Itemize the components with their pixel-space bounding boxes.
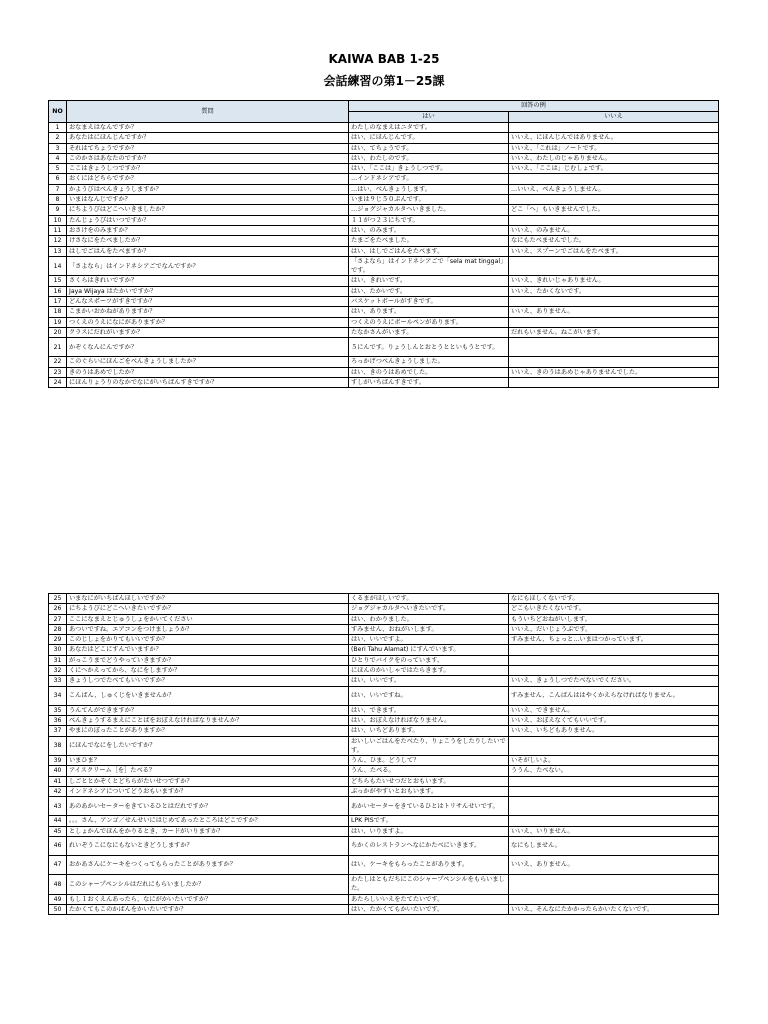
question-cell: Jaya Wijaya はたかいですか？: [67, 286, 349, 296]
row-number: 33: [49, 676, 67, 686]
row-number: 50: [49, 904, 67, 914]
answer-yes-cell: はい、きのうはあめでした。: [349, 367, 509, 377]
question-cell: あなたはどこにすんでいますか？: [67, 645, 349, 655]
row-number: 11: [49, 225, 67, 235]
answer-no-cell: [509, 256, 719, 276]
answer-no-cell: [509, 195, 719, 205]
answer-yes-cell: …インドネシアです。: [349, 174, 509, 184]
answer-no-cell: [509, 123, 719, 133]
answer-no-cell: いいえ、いちどもありません。: [509, 726, 719, 736]
answer-yes-cell: (Beri Tahu Alamat) にすんでいます。: [349, 645, 509, 655]
answer-yes-cell: 「さよなら」はインドネシアごで「sela mat tinggal」です。: [349, 256, 509, 276]
answer-yes-cell: はい、いいです。: [349, 676, 509, 686]
table-row: [49, 153, 719, 163]
answer-yes-cell: いまは９じ５０ぷんです。: [349, 195, 509, 205]
answer-yes-cell: はい、いちどあります。: [349, 726, 509, 736]
question-cell: はしでごはんをたべますか？: [67, 246, 349, 256]
answer-yes-cell: わたしはともだちにこのシャープペンシルをもらいました。: [349, 874, 509, 894]
table-row: [49, 256, 719, 276]
answer-no-cell: [509, 317, 719, 327]
row-number: 36: [49, 715, 67, 725]
question-cell: けさなにをたべましたか？: [67, 236, 349, 246]
table-row: [49, 874, 719, 894]
row-number: 13: [49, 246, 67, 256]
row-number: 43: [49, 797, 67, 816]
answer-yes-cell: はい、たかくてもかいたいです。: [349, 904, 509, 914]
table-row: [49, 377, 719, 387]
table-row: [49, 286, 719, 296]
table-row: [49, 594, 719, 604]
row-number: 15: [49, 276, 67, 286]
answer-yes-cell: バスケットボールがすきです。: [349, 297, 509, 307]
answer-no-cell: いいえ、「ここは」じむしょです。: [509, 164, 719, 174]
answer-no-cell: …いいえ、べんきょうしません。: [509, 184, 719, 194]
question-cell: つくえのうえになにがありますか？: [67, 317, 349, 327]
answer-no-cell: [509, 816, 719, 826]
question-cell: あついですね。エアコンをつけましょうか？: [67, 624, 349, 634]
document-title: KAIWA BAB 1-25: [328, 52, 440, 66]
table-row: [49, 635, 719, 645]
question-cell: べんきょうするまえにことばをおぼえなければなりませんか？: [67, 715, 349, 725]
row-number: 34: [49, 686, 67, 705]
answer-yes-cell: ろっかげつべんきょうしました。: [349, 357, 509, 367]
answer-yes-cell: つくえのうえにボールペンがあります。: [349, 317, 509, 327]
row-number: 17: [49, 297, 67, 307]
answer-yes-cell: はい、ケーキをもらったことがあります。: [349, 855, 509, 874]
row-number: 49: [49, 894, 67, 904]
answer-yes-cell: すみません、おねがいします。: [349, 624, 509, 634]
question-cell: おくにはどちらですか？: [67, 174, 349, 184]
table-row: [49, 855, 719, 874]
answer-yes-cell: はい、わたしのです。: [349, 153, 509, 163]
table-row: [49, 338, 719, 357]
column-header-no-answer: いいえ: [509, 112, 719, 123]
question-cell: 。。。さん、アンゴ／せんせいにはじめてあったところはどこですか？: [67, 816, 349, 826]
answer-yes-cell: あたらしいいえをたてたいです。: [349, 894, 509, 904]
row-number: 12: [49, 236, 67, 246]
row-number: 18: [49, 307, 67, 317]
question-cell: おなまえはなんですか？: [67, 123, 349, 133]
answer-no-cell: いいえ、おぼえなくてもいいです。: [509, 715, 719, 725]
question-cell: たかくてもこのかばんをかいたいですか？: [67, 904, 349, 914]
table-row: [49, 276, 719, 286]
answer-yes-cell: はい、できます。: [349, 705, 509, 715]
table-row: [49, 174, 719, 184]
row-number: 4: [49, 153, 67, 163]
answer-yes-cell: はい、いいですよ。: [349, 635, 509, 645]
answer-yes-cell: くるまがほしいです。: [349, 594, 509, 604]
answer-no-cell: なにもたべませんでした。: [509, 236, 719, 246]
answer-no-cell: もういちどおねがいします。: [509, 614, 719, 624]
table-row: [49, 776, 719, 786]
answer-no-cell: いいえ、きょうしつでたべないでください。: [509, 676, 719, 686]
question-cell: こまかいおかねがありますか？: [67, 307, 349, 317]
question-cell: このかさはあなたのですか？: [67, 153, 349, 163]
row-number: 30: [49, 645, 67, 655]
row-number: 3: [49, 143, 67, 153]
table-row: [49, 726, 719, 736]
answer-yes-cell: うん、たべる。: [349, 766, 509, 776]
answer-no-cell: すみません、こんばんははやくかえらなければなりません。: [509, 686, 719, 705]
answer-no-cell: [509, 894, 719, 904]
answer-no-cell: いいえ、きのうはあめじゃありませんでした。: [509, 367, 719, 377]
answer-no-cell: [509, 357, 719, 367]
answer-no-cell: [509, 655, 719, 665]
answer-yes-cell: はい、いいですね。: [349, 686, 509, 705]
table-row: [49, 317, 719, 327]
column-header-no: NO: [49, 101, 67, 123]
kaiwa-table-part1: [48, 100, 719, 388]
column-header-question: 質問: [67, 101, 349, 123]
question-cell: 「さよなら」はインドネシアごでなんですか？: [67, 256, 349, 276]
table-row: [49, 676, 719, 686]
question-cell: このシャープペンシルはだれにもらいましたか？: [67, 874, 349, 894]
row-number: 27: [49, 614, 67, 624]
answer-yes-cell: …はい、べんきょうします。: [349, 184, 509, 194]
table-row: [49, 797, 719, 816]
answer-no-cell: [509, 645, 719, 655]
table-row: [49, 246, 719, 256]
answer-no-cell: [509, 666, 719, 676]
table-row: [49, 894, 719, 904]
answer-no-cell: いいえ、にほんじんではありません。: [509, 133, 719, 143]
answer-no-cell: なにもほしくないです。: [509, 594, 719, 604]
row-number: 29: [49, 635, 67, 645]
table-row: [49, 184, 719, 194]
row-number: 5: [49, 164, 67, 174]
row-number: 40: [49, 766, 67, 776]
answer-no-cell: すみません、ちょっと…いまはつかっています。: [509, 635, 719, 645]
answer-no-cell: [509, 297, 719, 307]
question-cell: いまなにがいちばんほしいですか？: [67, 594, 349, 604]
table-row: [49, 904, 719, 914]
question-cell: こんばん、しゅくじをいきませんか？: [67, 686, 349, 705]
answer-yes-cell: はい、おぼえなければなりません。: [349, 715, 509, 725]
answer-yes-cell: …ジョグジャカルタへいきました。: [349, 205, 509, 215]
answer-yes-cell: ５にんです。りょうしんとおとうとといもうとです。: [349, 338, 509, 357]
row-number: 45: [49, 826, 67, 836]
row-number: 26: [49, 604, 67, 614]
answer-no-cell: いいえ、だいじょうぶです。: [509, 624, 719, 634]
table-row: [49, 215, 719, 225]
document-subtitle: 会話練習の第1－25課: [323, 74, 445, 88]
question-cell: アイスクリーム［を］たべる？: [67, 766, 349, 776]
row-number: 8: [49, 195, 67, 205]
row-number: 14: [49, 256, 67, 276]
table-row: [49, 367, 719, 377]
row-number: 41: [49, 776, 67, 786]
row-number: 9: [49, 205, 67, 215]
answer-yes-cell: はい、わかりました。: [349, 614, 509, 624]
kaiwa-table-part2: [48, 593, 719, 915]
question-cell: このじしょをかりてもいいですか？: [67, 635, 349, 645]
answer-no-cell: いいえ、たかくないです。: [509, 286, 719, 296]
row-number: 21: [49, 338, 67, 357]
answer-no-cell: [509, 736, 719, 756]
answer-yes-cell: どちらもたいせつだとおもいます。: [349, 776, 509, 786]
question-cell: くにへかえってから、なにをしますか？: [67, 666, 349, 676]
question-cell: ここになまえとじゅうしょをかいてください: [67, 614, 349, 624]
answer-no-cell: いいえ、のみません。: [509, 225, 719, 235]
answer-no-cell: なにもしません。: [509, 836, 719, 855]
row-number: 6: [49, 174, 67, 184]
table-row: [49, 816, 719, 826]
table-row: [49, 787, 719, 797]
answer-no-cell: ううん、たべない。: [509, 766, 719, 776]
answer-yes-cell: はい、いりますよ。: [349, 826, 509, 836]
answer-yes-cell: LPK PISです。: [349, 816, 509, 826]
answer-yes-cell: にほんのかいしゃではたらきます。: [349, 666, 509, 676]
answer-yes-cell: はい、はしでごはんをたべます。: [349, 246, 509, 256]
question-cell: ここはきょうしつですか？: [67, 164, 349, 174]
answer-yes-cell: わたしのなまえはニタです。: [349, 123, 509, 133]
answer-yes-cell: うん、ひま。どうして？: [349, 756, 509, 766]
table-row: [49, 357, 719, 367]
answer-no-cell: [509, 377, 719, 387]
answer-no-cell: [509, 338, 719, 357]
answer-no-cell: いいえ、ありません。: [509, 307, 719, 317]
column-header-yes: はい: [349, 112, 509, 123]
question-cell: やまにのぼったことがありますか？: [67, 726, 349, 736]
answer-no-cell: どこもいきたくないです。: [509, 604, 719, 614]
question-cell: にほんでなにをしたいですか？: [67, 736, 349, 756]
question-cell: おさけをのみますか？: [67, 225, 349, 235]
answer-yes-cell: すしがいちばんすきです。: [349, 377, 509, 387]
answer-yes-cell: ちかくのレストランへなにかたべにいきます。: [349, 836, 509, 855]
table-row: [49, 133, 719, 143]
answer-no-cell: いいえ、「これは」ノートです。: [509, 143, 719, 153]
row-number: 48: [49, 874, 67, 894]
question-cell: たんじょうびはいつですか？: [67, 215, 349, 225]
table-row: [49, 645, 719, 655]
answer-yes-cell: たまごをたべました。: [349, 236, 509, 246]
row-number: 44: [49, 816, 67, 826]
question-cell: としょかんでほんをかりるとき、カードがいりますか？: [67, 826, 349, 836]
table-row: [49, 836, 719, 855]
row-number: 42: [49, 787, 67, 797]
answer-no-cell: [509, 174, 719, 184]
table-row: [49, 614, 719, 624]
question-cell: れいぞうこになにもないときどうしますか？: [67, 836, 349, 855]
answer-no-cell: どこ「へ」もいきませんでした。: [509, 205, 719, 215]
question-cell: どんなスポーツがすきですか？: [67, 297, 349, 307]
question-cell: いまひま？: [67, 756, 349, 766]
table-row: [49, 756, 719, 766]
answer-no-cell: いいえ、スプーンでごはんをたべます。: [509, 246, 719, 256]
question-cell: がっこうまでどうやっていきますか？: [67, 655, 349, 665]
answer-no-cell: いいえ、いりません。: [509, 826, 719, 836]
row-number: 1: [49, 123, 67, 133]
answer-no-cell: [509, 776, 719, 786]
answer-no-cell: だれもいません。ねこがいます。: [509, 327, 719, 337]
question-cell: インドネシアについてどうおもいますか？: [67, 787, 349, 797]
row-number: 24: [49, 377, 67, 387]
table-row: [49, 236, 719, 246]
table-row: [49, 715, 719, 725]
question-cell: うんてんができますか？: [67, 705, 349, 715]
question-cell: にちようびはどこへいきましたか？: [67, 205, 349, 215]
answer-no-cell: いいえ、そんなにたかかったらかいたくないです。: [509, 904, 719, 914]
table-row: [49, 705, 719, 715]
row-number: 2: [49, 133, 67, 143]
answer-yes-cell: あかいセーターをきているひとはトリサんせいです。: [349, 797, 509, 816]
column-header-answer-group: 回答の例: [349, 101, 719, 112]
row-number: 20: [49, 327, 67, 337]
row-number: 32: [49, 666, 67, 676]
row-number: 25: [49, 594, 67, 604]
answer-yes-cell: たなかさんがいます。: [349, 327, 509, 337]
question-cell: あなたはにほんじんですか？: [67, 133, 349, 143]
row-number: 28: [49, 624, 67, 634]
table-row: [49, 655, 719, 665]
table-row: [49, 143, 719, 153]
question-cell: あのあかいセーターをきているひとはだれですか？: [67, 797, 349, 816]
answer-no-cell: [509, 874, 719, 894]
question-cell: きのうはあめでしたか？: [67, 367, 349, 377]
answer-no-cell: いいえ、ありません。: [509, 855, 719, 874]
question-cell: きょうしつでたべてもいいですか？: [67, 676, 349, 686]
table-row: [49, 225, 719, 235]
table-row: [49, 307, 719, 317]
question-cell: かぞくなんにんですか？: [67, 338, 349, 357]
table-row: [49, 164, 719, 174]
answer-yes-cell: はい、たかいです。: [349, 286, 509, 296]
answer-yes-cell: はい、きれいです。: [349, 276, 509, 286]
answer-yes-cell: ジョグジャカルタへいきたいです。: [349, 604, 509, 614]
row-number: 35: [49, 705, 67, 715]
answer-yes-cell: はい、のみます。: [349, 225, 509, 235]
question-cell: かようびはべんきょうしますか？: [67, 184, 349, 194]
answer-yes-cell: ぶっかがやすいとおもいます。: [349, 787, 509, 797]
question-cell: いまはなんじですか？: [67, 195, 349, 205]
table-row: [49, 736, 719, 756]
answer-no-cell: いそがしいよ。: [509, 756, 719, 766]
question-cell: にちようびにどこへいきたいですか？: [67, 604, 349, 614]
table-row: [49, 686, 719, 705]
row-number: 7: [49, 184, 67, 194]
question-cell: もし１おくえんあったら、なにがかいたいですか？: [67, 894, 349, 904]
row-number: 47: [49, 855, 67, 874]
answer-no-cell: [509, 787, 719, 797]
answer-no-cell: いいえ、わたしのじゃありません。: [509, 153, 719, 163]
question-cell: クラスにだれがいますか？: [67, 327, 349, 337]
table-row: [49, 624, 719, 634]
table-row: [49, 666, 719, 676]
row-number: 31: [49, 655, 67, 665]
row-number: 23: [49, 367, 67, 377]
row-number: 37: [49, 726, 67, 736]
question-cell: おかあさんにケーキをつくってもらったことがありますか？: [67, 855, 349, 874]
table-row: [49, 766, 719, 776]
row-number: 46: [49, 836, 67, 855]
table-row: [49, 297, 719, 307]
answer-yes-cell: はい、あります。: [349, 307, 509, 317]
table-row: [49, 205, 719, 215]
row-number: 19: [49, 317, 67, 327]
question-cell: それはてちょうですか？: [67, 143, 349, 153]
question-cell: しごととかぞくとどちらがたいせつですか？: [67, 776, 349, 786]
answer-no-cell: [509, 797, 719, 816]
question-cell: このぐらいにほんごをべんきょうしましたか？: [67, 357, 349, 367]
row-number: 39: [49, 756, 67, 766]
answer-yes-cell: はい、「ここは」きょうしつです。: [349, 164, 509, 174]
row-number: 38: [49, 736, 67, 756]
question-cell: にほんりょうりのなかでなにがいちばんすきですか？: [67, 377, 349, 387]
answer-yes-cell: ひとりでバイクをのっています。: [349, 655, 509, 665]
question-cell: さくらはきれいですか？: [67, 276, 349, 286]
answer-yes-cell: はい、にほんじんです。: [349, 133, 509, 143]
answer-no-cell: [509, 215, 719, 225]
table-row: [49, 123, 719, 133]
answer-yes-cell: １１がつ２３にちです。: [349, 215, 509, 225]
answer-no-cell: いいえ、できません。: [509, 705, 719, 715]
row-number: 22: [49, 357, 67, 367]
answer-no-cell: いいえ、きれいじゃありません。: [509, 276, 719, 286]
answer-yes-cell: はい、てちょうです。: [349, 143, 509, 153]
table-row: [49, 826, 719, 836]
table-row: [49, 604, 719, 614]
table-row: [49, 327, 719, 337]
row-number: 10: [49, 215, 67, 225]
table-row: [49, 195, 719, 205]
answer-yes-cell: おいしいごはんをたべたり、りょこうをしたりしたいです。: [349, 736, 509, 756]
row-number: 16: [49, 286, 67, 296]
